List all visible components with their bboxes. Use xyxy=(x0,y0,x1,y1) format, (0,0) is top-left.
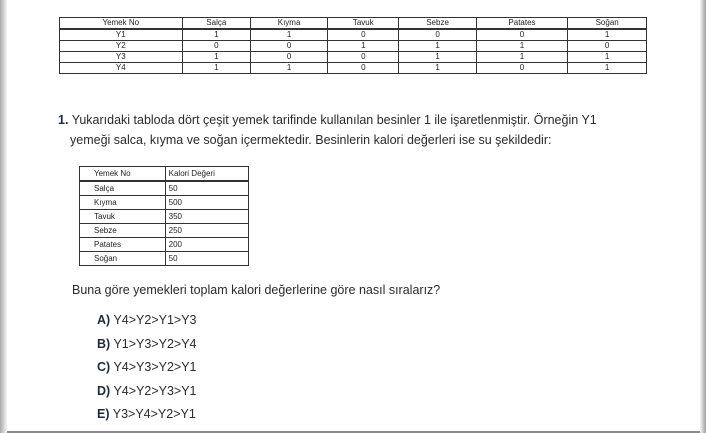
page-left-edge-shadow xyxy=(0,0,7,433)
table-cell: 1 xyxy=(328,41,399,52)
table-row xyxy=(80,238,249,252)
table-row xyxy=(60,41,647,52)
table-cell: Patates xyxy=(80,238,166,252)
option-d[interactable] xyxy=(97,380,197,404)
table-cell: Salça xyxy=(80,181,166,196)
header-kalori-degeri: Kalori Değeri xyxy=(165,167,248,182)
table-cell: 1 xyxy=(251,29,328,41)
header-tavuk: Tavuk xyxy=(328,18,399,30)
table-cell: 50 xyxy=(165,252,248,266)
table-cell: 250 xyxy=(165,224,248,238)
table-cell: 0 xyxy=(476,29,568,41)
table-cell: 1 xyxy=(568,52,647,63)
option-text: Y4>Y3>Y2>Y1 xyxy=(113,360,197,374)
table-row xyxy=(80,181,249,196)
option-text: Y1>Y3>Y2>Y4 xyxy=(113,336,197,351)
table-cell: 500 xyxy=(165,196,248,210)
table-row xyxy=(60,52,647,63)
option-text: Y3>Y4>Y2>Y1 xyxy=(112,407,196,421)
table-cell: 0 xyxy=(328,63,399,74)
question-number: 1. xyxy=(58,113,69,127)
recipe-table-header-row xyxy=(60,18,647,30)
table-row xyxy=(60,29,647,41)
option-letter: B) xyxy=(97,336,111,351)
table-row xyxy=(60,63,647,74)
header-sogan: Soğan xyxy=(568,18,647,30)
calorie-table-header-row xyxy=(80,167,249,182)
table-cell: 0 xyxy=(328,52,399,63)
table-row xyxy=(80,252,249,266)
table-cell: 1 xyxy=(568,29,647,41)
table-cell: 50 xyxy=(165,181,248,196)
question-line-1-text: Yukarıdaki tabloda dört çeşit yemek tarifinde kullanılan besinler 1 ile işaretlenmiştir. Örneğin Y1 xyxy=(71,113,597,127)
question-line-2: yemeği salca, kıyma ve soğan içermektedir. Besinlerin kalori değerleri ise su şekildedir: xyxy=(70,133,552,147)
table-cell: 1 xyxy=(182,29,250,41)
table-cell: 1 xyxy=(399,52,476,63)
header-yemek-no: Yemek No xyxy=(60,18,183,30)
option-e[interactable] xyxy=(97,403,197,427)
table-cell: Y3 xyxy=(60,52,183,63)
answer-options xyxy=(97,309,197,427)
header-sebze: Sebze xyxy=(399,18,476,30)
table-cell: 1 xyxy=(182,52,250,63)
table-cell: 0 xyxy=(476,63,568,74)
option-c[interactable] xyxy=(97,356,197,380)
table-cell: Y2 xyxy=(60,41,183,52)
table-row xyxy=(80,196,249,210)
table-cell: 1 xyxy=(182,63,250,74)
question-text xyxy=(58,110,678,150)
option-b[interactable] xyxy=(97,333,197,357)
table-cell: 1 xyxy=(251,63,328,74)
table-cell: 0 xyxy=(251,41,328,52)
option-text: Y4>Y2>Y3>Y1 xyxy=(113,383,197,398)
option-a[interactable] xyxy=(97,309,197,333)
option-letter: A) xyxy=(97,313,111,327)
table-cell: 0 xyxy=(251,52,328,63)
table-cell: 1 xyxy=(399,63,476,74)
option-letter: D) xyxy=(97,383,111,398)
calorie-values-table xyxy=(79,166,249,266)
table-cell: 1 xyxy=(568,63,647,74)
table-cell: 0 xyxy=(568,41,647,52)
table-cell: 1 xyxy=(476,52,568,63)
option-letter: C) xyxy=(97,360,111,374)
table-cell: 200 xyxy=(165,238,248,252)
table-cell: 350 xyxy=(165,210,248,224)
header-kiyma: Kıyma xyxy=(251,18,328,30)
table-cell: 1 xyxy=(399,41,476,52)
recipe-ingredients-table xyxy=(59,17,647,74)
table-cell: 0 xyxy=(182,41,250,52)
header-patates: Patates xyxy=(476,18,568,30)
table-row xyxy=(80,224,249,238)
option-letter: E) xyxy=(97,407,110,421)
table-cell: Y4 xyxy=(60,63,183,74)
header-salca: Salça xyxy=(182,18,250,30)
table-cell: Tavuk xyxy=(80,210,166,224)
table-cell: Kıyma xyxy=(80,196,166,210)
table-cell: Y1 xyxy=(60,29,183,41)
header-yemek-no: Yemek No xyxy=(80,167,166,182)
table-cell: Sebze xyxy=(80,224,166,238)
table-cell: 0 xyxy=(399,29,476,41)
table-cell: Soğan xyxy=(80,252,166,266)
page-right-edge-shadow xyxy=(700,0,706,433)
question-prompt: Buna göre yemekleri toplam kalori değerlerine göre nasıl sıralarız? xyxy=(72,283,441,297)
question-line-1 xyxy=(58,110,678,130)
table-row xyxy=(80,210,249,224)
option-text: Y4>Y2>Y1>Y3 xyxy=(113,313,197,327)
table-cell: 1 xyxy=(476,41,568,52)
table-cell: 0 xyxy=(328,29,399,41)
